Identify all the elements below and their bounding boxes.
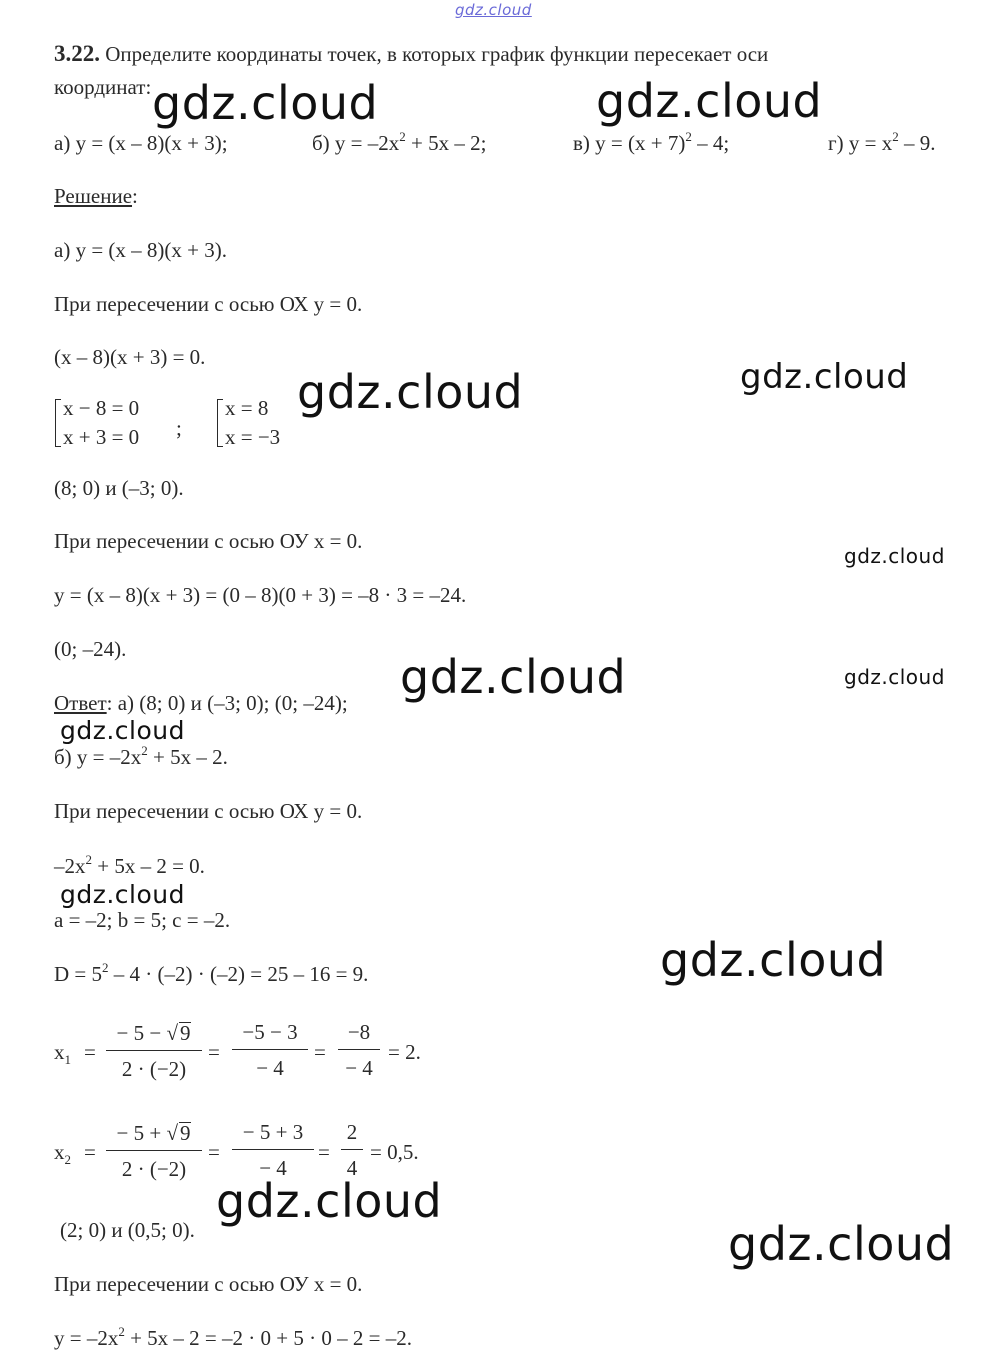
- problem-text: Определите координаты точек, в которых график функции пересекает оси: [105, 42, 769, 66]
- problem-number: 3.22.: [54, 41, 100, 66]
- part-b-discriminant: $D = 5^2 - 4 \cdot (-2) \cdot (-2) = 25 - 16 = 9$.: [54, 960, 369, 986]
- watermark-6: gdz.cloud: [400, 650, 627, 704]
- watermark-5: gdz.cloud: [844, 544, 945, 568]
- solution-heading: Решение:: [54, 184, 138, 208]
- x1-label: $x_1$: [54, 1040, 71, 1067]
- watermark-9: gdz.cloud: [60, 880, 186, 909]
- system-2: x = 8 x = −3: [225, 396, 281, 449]
- task-v: в) $y = (x + 7)^2 - 4$;: [573, 129, 730, 155]
- system-1: x − 8 = 0 x + 3 = 0: [63, 396, 140, 449]
- watermark-10: gdz.cloud: [660, 933, 887, 987]
- watermark-12: gdz.cloud: [728, 1217, 955, 1271]
- x2-fraction-1: $\frac{- 5 + √9}{2 \cdot (-2)}$: [106, 1122, 202, 1180]
- system-separator: ;: [176, 416, 182, 440]
- x1-result: = 2.: [388, 1040, 421, 1064]
- watermark-4: gdz.cloud: [740, 357, 909, 397]
- part-a-title: а) y = (x – 8)(x + 3).: [54, 238, 227, 262]
- watermark-1: gdz.cloud: [152, 76, 379, 130]
- task-g: г) $y = x^2 - 9$.: [828, 129, 936, 155]
- answer-label: Ответ: [54, 691, 107, 715]
- part-b-equation: $-2x^2 + 5x - 2 = 0$.: [54, 852, 205, 878]
- watermark-top: gdz.cloud: [455, 1, 532, 19]
- part-b-points-ox: (2; 0) и (0,5; 0).: [60, 1218, 195, 1242]
- x2-fraction-2: $\frac{- 5 + 3}{- 4}$: [232, 1122, 314, 1179]
- x2-eq-3: =: [318, 1140, 330, 1164]
- part-a-equation: (x – 8)(x + 3) = 0.: [54, 345, 206, 369]
- problem-statement-line2: координат:: [54, 75, 152, 99]
- part-b-calc: $y = -2x^2 + 5x - 2 = -2 \cdot 0 + 5 \cdot 0 - 2 = -2$.: [54, 1324, 412, 1350]
- part-b-title: б) $y = -2x^2 + 5x - 2$.: [54, 743, 228, 769]
- x1-eq-2: =: [208, 1040, 220, 1064]
- x2-result: = 0,5.: [370, 1140, 419, 1164]
- part-a-oy: При пересечении с осью ОУ x = 0.: [54, 529, 363, 553]
- part-b-oy: При пересечении с осью ОУ x = 0.: [54, 1272, 363, 1296]
- system-bracket-1: [55, 399, 61, 447]
- x2-label: $x_2$: [54, 1140, 71, 1167]
- x1-eq-1: =: [84, 1040, 96, 1064]
- x1-fraction-3: $\frac{-8}{- 4}$: [338, 1022, 380, 1079]
- watermark-8: gdz.cloud: [60, 716, 186, 745]
- x1-eq-3: =: [314, 1040, 326, 1064]
- x2-eq-1: =: [84, 1140, 96, 1164]
- problem-statement-line1: [54, 42, 768, 65]
- part-a-points-ox: (8; 0) и (–3; 0).: [54, 476, 184, 500]
- task-a: а) y = (x – 8)(x + 3);: [54, 131, 228, 155]
- watermark-7: gdz.cloud: [844, 665, 945, 689]
- x1-fraction-1: $\frac{- 5 - √9}{2 \cdot (-2)}$: [106, 1022, 202, 1080]
- watermark-2: gdz.cloud: [596, 74, 823, 128]
- task-b: б) $y = -2x^2 + 5x - 2$;: [312, 129, 487, 155]
- x2-eq-2: =: [208, 1140, 220, 1164]
- system-bracket-2: [217, 399, 223, 447]
- watermark-3: gdz.cloud: [297, 365, 524, 419]
- x2-fraction-3: $\frac{2}{4}$: [341, 1122, 363, 1179]
- part-a-point-oy: (0; –24).: [54, 637, 127, 661]
- part-b-ox: При пересечении с осью ОХ y = 0.: [54, 799, 363, 823]
- part-a-calc: y = (x – 8)(x + 3) = (0 – 8)(0 + 3) = –8 · 3 = –24.: [54, 583, 467, 607]
- answer-line: Ответ: а) (8; 0) и (–3; 0); (0; –24);: [54, 691, 348, 715]
- part-a-ox: При пересечении с осью ОХ y = 0.: [54, 292, 363, 316]
- watermark-11: gdz.cloud: [216, 1174, 443, 1228]
- x1-fraction-2: $\frac{-5 - 3}{- 4}$: [232, 1022, 308, 1079]
- part-b-coefficients: a = –2; b = 5; c = –2.: [54, 908, 231, 932]
